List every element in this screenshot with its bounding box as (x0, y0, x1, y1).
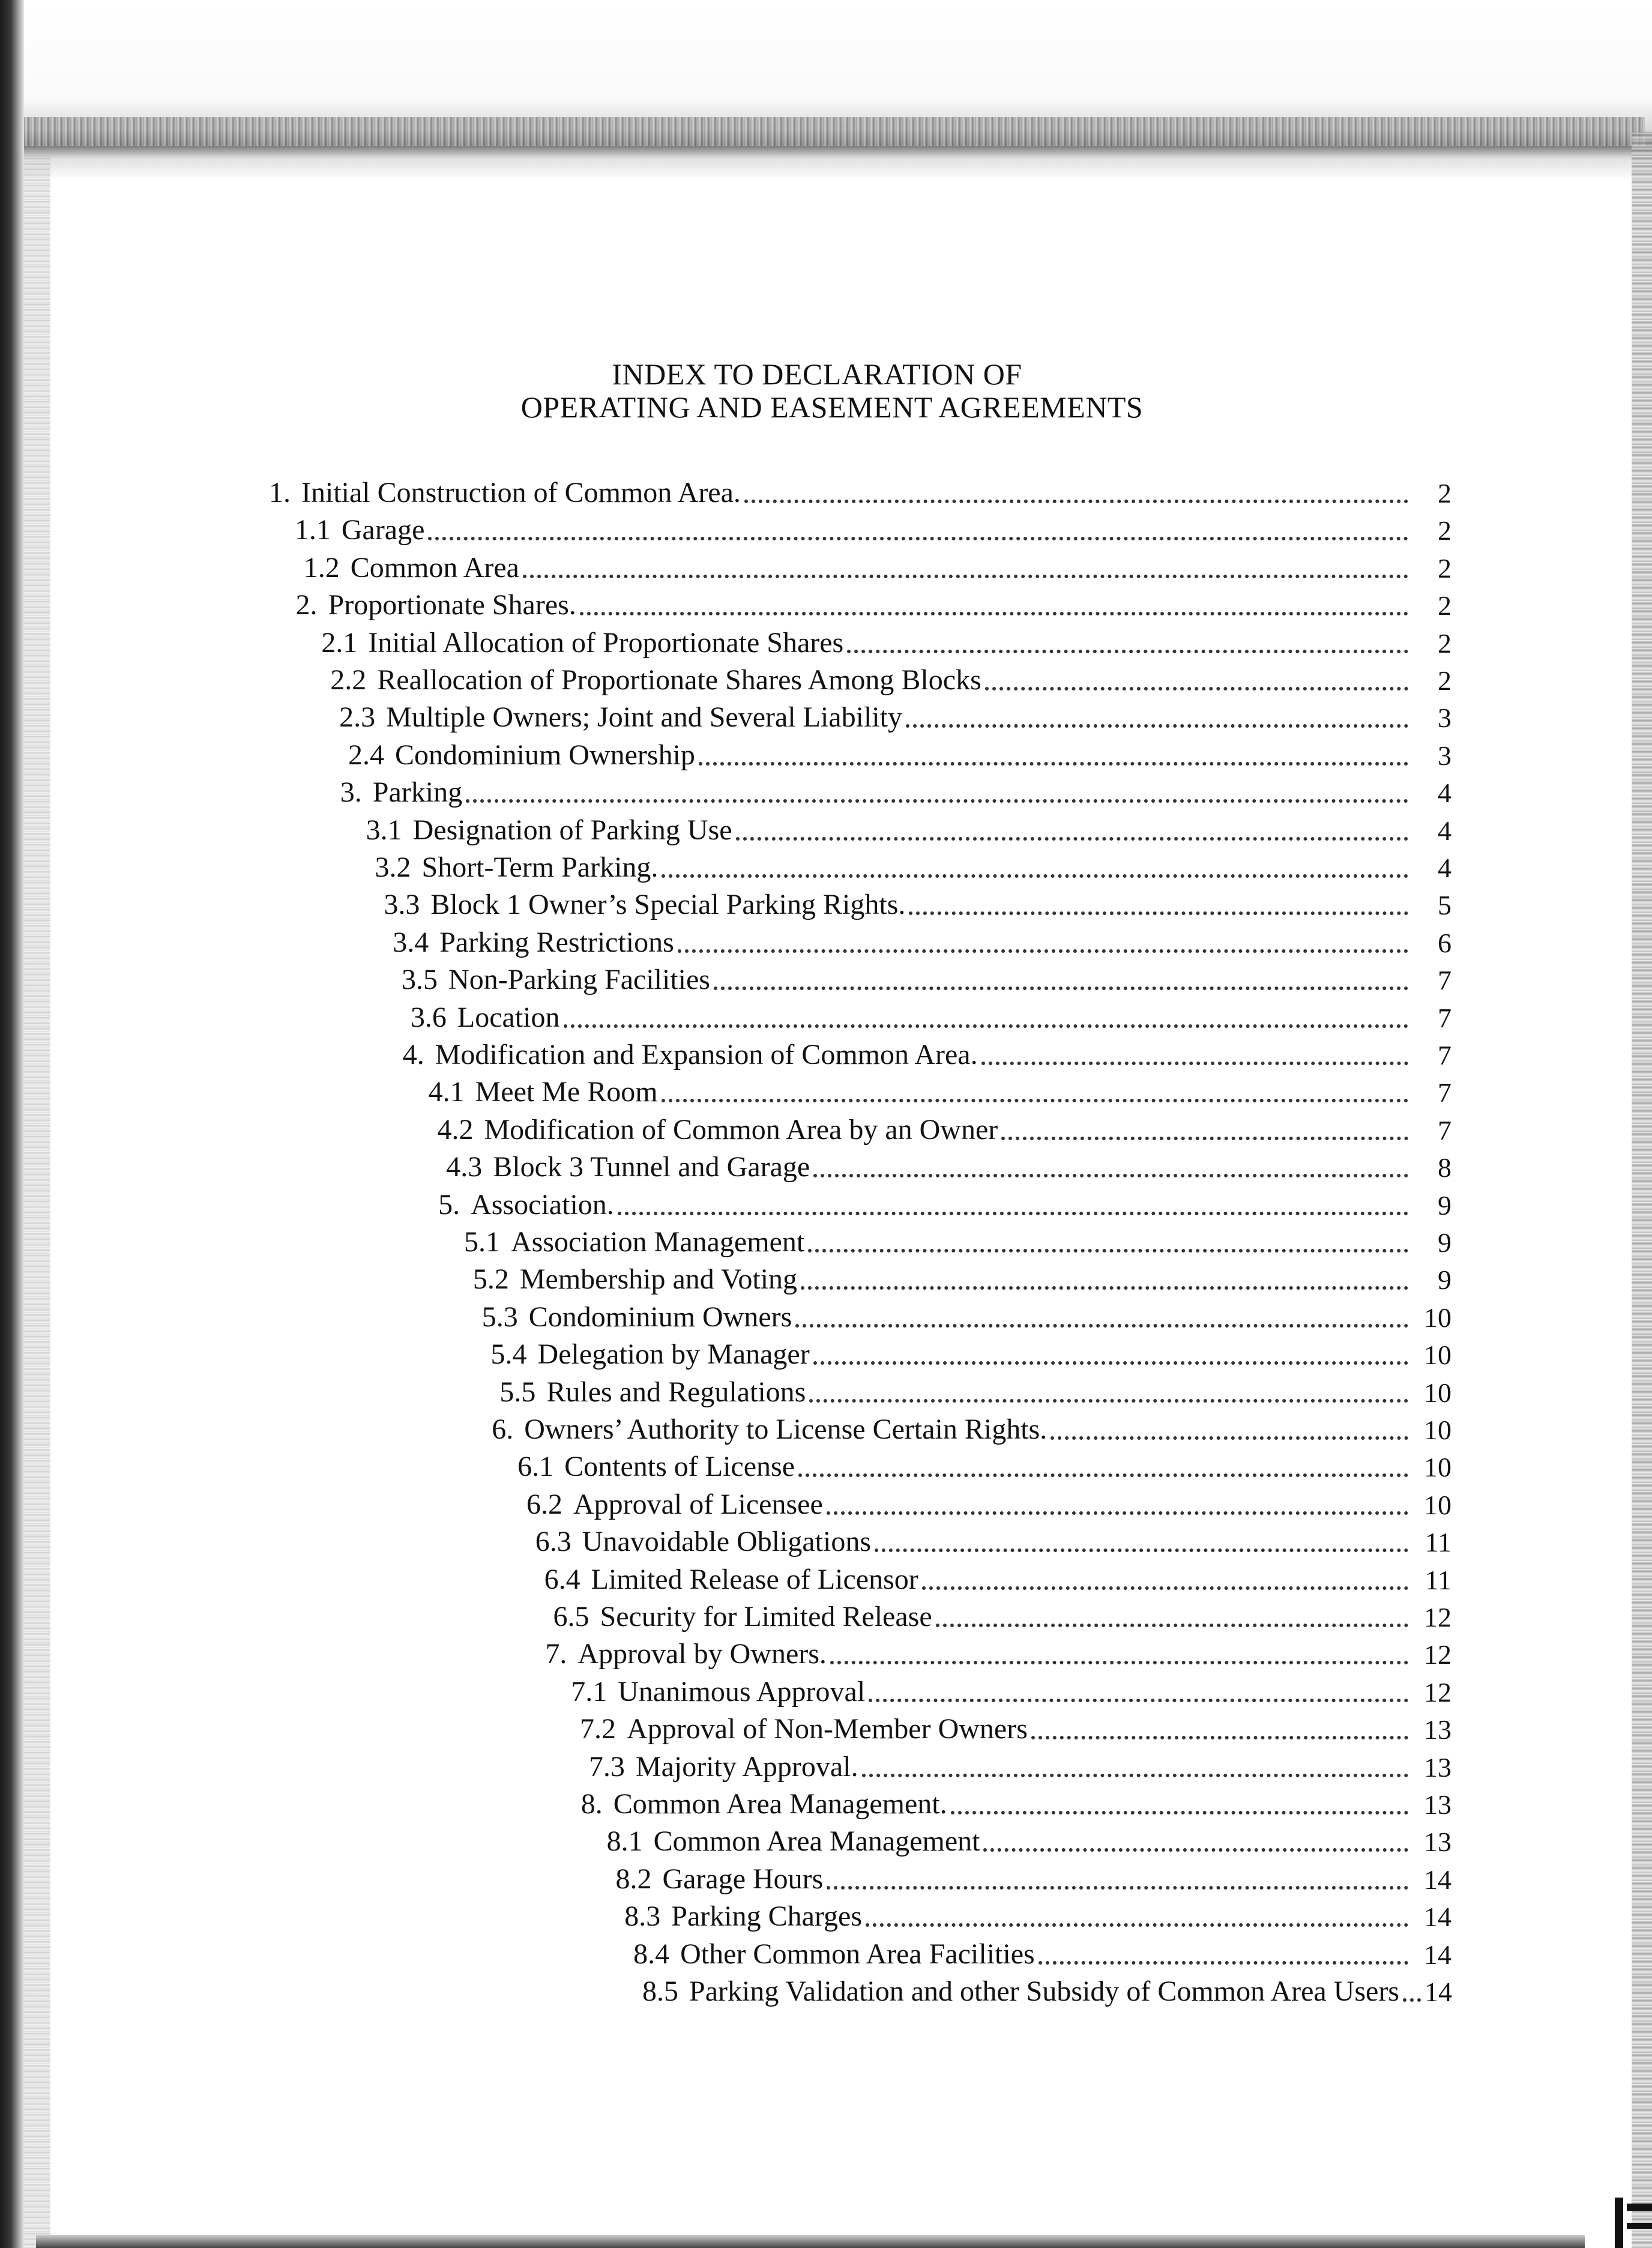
toc-label: Garage Hours (662, 1863, 824, 1895)
toc-label: Initial Construction of Common Area. (301, 477, 741, 509)
dot-leader (662, 1099, 1408, 1102)
toc-section-row (403, 1033, 1452, 1069)
dot-leader (801, 1286, 1408, 1290)
toc-number: 6.3 (535, 1526, 571, 1558)
toc-label: Owners’ Authority to License Certain Rights. (524, 1413, 1048, 1445)
toc-number: 5.2 (472, 1263, 509, 1296)
toc-page-number: 10 (1423, 1302, 1452, 1333)
dot-leader (909, 911, 1408, 915)
toc-label: Rules and Regulations (546, 1376, 806, 1408)
dot-leader (1031, 1736, 1408, 1739)
toc-number: 5.1 (464, 1226, 500, 1258)
toc-label: Association Management (511, 1226, 805, 1258)
toc-page-number: 2 (1438, 665, 1452, 696)
dot-leader (875, 1549, 1408, 1552)
dot-leader (744, 500, 1408, 503)
toc-subsection-row (321, 621, 1452, 657)
dot-leader (808, 1249, 1408, 1252)
toc-label: Security for Limited Release (600, 1601, 932, 1633)
dot-leader (798, 1473, 1408, 1477)
toc-page-number: 10 (1423, 1489, 1452, 1520)
toc-subsection-row (375, 846, 1452, 882)
toc-label: Limited Release of Licensor (591, 1563, 918, 1595)
dot-leader (1039, 1961, 1408, 1965)
toc-label: Modification of Common Area by an Owner (484, 1113, 998, 1146)
dot-leader (1051, 1436, 1408, 1440)
toc-label: Block 1 Owner’s Special Parking Rights. (430, 889, 906, 921)
toc-number: 8.1 (606, 1825, 643, 1858)
toc-number: 2.4 (348, 739, 384, 771)
dot-leader (736, 837, 1408, 841)
dot-leader (847, 650, 1408, 653)
toc-subsection-row (624, 1895, 1452, 1931)
toc-page-number: 7 (1437, 1114, 1452, 1146)
toc-label: Delegation by Manager (537, 1338, 810, 1371)
toc-subsection-row (580, 1708, 1452, 1744)
toc-subsection-row (535, 1520, 1452, 1556)
toc-number: 2.3 (339, 701, 376, 734)
toc-number: 6.4 (544, 1563, 580, 1595)
toc-page-number: 2 (1437, 627, 1452, 659)
toc-page-number: 4 (1437, 815, 1452, 846)
dot-leader (813, 1174, 1408, 1177)
toc-label: Association. (471, 1188, 614, 1221)
toc-page-number: 14 (1423, 1864, 1452, 1895)
toc-number: 3.1 (366, 814, 402, 846)
dot-leader (564, 1024, 1408, 1028)
dot-leader (662, 874, 1408, 878)
toc-label: Other Common Area Facilities (680, 1938, 1035, 1970)
toc-number: 8.4 (633, 1938, 670, 1970)
dot-leader (951, 1811, 1408, 1814)
toc-page-number: 3 (1437, 740, 1452, 771)
toc-number: 7.3 (588, 1750, 625, 1783)
toc-subsection-row (348, 734, 1452, 770)
toc-label: Majority Approval. (635, 1750, 858, 1783)
toc-number: 4. (402, 1039, 424, 1071)
toc-page-number: 2 (1437, 515, 1452, 546)
toc-page-number: 12 (1423, 1639, 1452, 1670)
toc-label: Condominium Ownership (394, 739, 695, 771)
toc-page-number: 10 (1423, 1452, 1452, 1483)
toc-page-number: 6 (1437, 927, 1452, 958)
dot-leader (936, 1624, 1408, 1627)
toc-section-row (438, 1183, 1452, 1219)
toc-number: 2. (295, 589, 318, 621)
toc-page-number: 14 (1423, 1902, 1452, 1933)
toc-number: 3. (340, 776, 362, 809)
toc-subsection-row (295, 509, 1452, 545)
toc-page-number: 13 (1423, 1714, 1452, 1745)
toc-page-number: 9 (1437, 1264, 1452, 1296)
toc-page-number: 8 (1437, 1152, 1452, 1183)
toc-subsection-row (553, 1595, 1452, 1631)
toc-page-number: 2 (1438, 478, 1452, 509)
dot-leader (862, 1774, 1408, 1777)
toc-number: 5.3 (481, 1301, 518, 1333)
toc-label: Unanimous Approval (618, 1675, 866, 1708)
dot-leader (1001, 1137, 1408, 1140)
toc-page-number: 7 (1437, 965, 1452, 996)
toc-label: Initial Allocation of Proportionate Shares (368, 626, 844, 659)
toc-label: Modification and Expansion of Common Area. (435, 1039, 978, 1071)
toc-number: 7.2 (580, 1713, 616, 1745)
toc-label: Approval of Licensee (573, 1488, 823, 1520)
dot-leader (580, 612, 1408, 615)
toc-number: 3.5 (402, 964, 438, 996)
toc-page-number: 10 (1423, 1377, 1452, 1408)
toc-label: Parking Restrictions (439, 926, 674, 958)
toc-section-row (545, 1633, 1452, 1669)
toc-number: 5. (438, 1188, 460, 1221)
toc-number: 8. (580, 1788, 603, 1820)
dot-leader (827, 1886, 1408, 1890)
toc-number: 8.2 (615, 1863, 652, 1895)
toc-number: 1.1 (294, 514, 331, 546)
toc-label: Parking Validation and other Subsidy of Common Area Users (689, 1975, 1399, 2007)
toc-label: Location (457, 1001, 560, 1033)
toc-subsection-row (473, 1258, 1452, 1294)
toc-label: Unavoidable Obligations (582, 1526, 872, 1558)
toc-number: 4.1 (428, 1076, 465, 1108)
toc-subsection-row (366, 809, 1452, 845)
toc-subsection-row (607, 1820, 1452, 1856)
dot-leader (714, 987, 1408, 990)
toc-page-number: 7 (1438, 1040, 1452, 1071)
toc-page-number: 10 (1424, 1415, 1452, 1445)
toc-subsection-row (499, 1371, 1452, 1407)
toc-number: 6. (492, 1413, 514, 1445)
toc-page-number: 9 (1437, 1189, 1452, 1221)
toc-number: 4.2 (437, 1113, 474, 1146)
toc-subsection-row (411, 996, 1452, 1032)
toc-page-number: 13 (1423, 1826, 1452, 1858)
toc-subsection-row (589, 1745, 1452, 1781)
toc-label: Condominium Owners (528, 1301, 792, 1333)
dot-leader (869, 1699, 1408, 1702)
dot-leader (795, 1324, 1408, 1328)
dot-leader (678, 949, 1408, 953)
toc-subsection-row (429, 1071, 1452, 1107)
toc-page-number: 2 (1437, 552, 1452, 584)
toc-subsection-row (437, 1108, 1452, 1144)
toc-number: 3.4 (393, 926, 429, 958)
toc-subsection-row (526, 1483, 1452, 1519)
toc-label: Parking Charges (671, 1900, 863, 1933)
toc-page-number: 10 (1423, 1340, 1452, 1371)
toc-page-number: 4 (1437, 778, 1452, 809)
toc-section-row (581, 1783, 1452, 1819)
toc-label: Membership and Voting (519, 1263, 798, 1296)
dot-leader (813, 1361, 1408, 1365)
dot-leader (618, 1212, 1408, 1215)
toc-subsection-row (491, 1333, 1452, 1369)
toc-page-number: 11 (1424, 1527, 1452, 1558)
toc-number: 6.2 (526, 1488, 562, 1520)
dot-leader (866, 1923, 1408, 1927)
toc-label: Non-Parking Facilities (448, 964, 710, 996)
toc-subsection-row (402, 958, 1452, 994)
toc-subsection-row (642, 1970, 1452, 2006)
toc-number: 1. (269, 477, 291, 509)
dot-leader (830, 1661, 1408, 1664)
toc-section-row (492, 1408, 1452, 1444)
toc-label: Common Area Management (653, 1825, 980, 1858)
toc-page-number: 5 (1437, 890, 1452, 921)
toc-subsection-row (464, 1221, 1452, 1257)
toc-subsection-row (330, 659, 1452, 695)
toc-subsection-row (517, 1445, 1452, 1481)
toc-page-number: 13 (1423, 1751, 1452, 1783)
toc-label: Approval by Owners. (577, 1638, 827, 1670)
toc-number: 6.1 (517, 1451, 554, 1483)
document-title-line2: OPERATING AND EASEMENT AGREEMENTS (520, 390, 1144, 424)
dot-leader (809, 1399, 1408, 1403)
dot-leader (428, 537, 1408, 540)
toc-subsection-row (633, 1933, 1452, 1969)
toc-label: Block 3 Tunnel and Garage (493, 1151, 810, 1183)
toc-page-number: 7 (1437, 1002, 1452, 1033)
toc-page-number: 12 (1424, 1602, 1452, 1633)
toc-page-number: 14 (1424, 1977, 1452, 2007)
dot-leader (827, 1511, 1408, 1515)
dot-leader (922, 1586, 1408, 1590)
toc-page-number: 14 (1423, 1939, 1452, 1970)
toc-subsection-row (544, 1558, 1452, 1594)
toc-number: 3.3 (384, 889, 420, 921)
toc-number: 8.3 (624, 1900, 661, 1933)
dot-leader (1403, 1998, 1421, 2002)
toc-number: 5.5 (499, 1376, 536, 1408)
document-title-line1: INDEX TO DECLARATION OF (612, 357, 1022, 391)
toc-section-row (296, 584, 1452, 620)
toc-subsection-row (482, 1296, 1452, 1332)
toc-page-number: 3 (1437, 702, 1452, 734)
toc-number: 4.3 (446, 1151, 483, 1183)
dot-leader (981, 1062, 1408, 1065)
toc-number: 3.6 (410, 1001, 447, 1033)
toc-label: Meet Me Room (475, 1076, 658, 1108)
dot-leader (466, 799, 1408, 803)
dot-leader (985, 687, 1408, 690)
toc-section-row (269, 471, 1452, 507)
toc-page-number: 12 (1423, 1676, 1452, 1708)
toc-label: Short-Term Parking. (421, 851, 659, 883)
dot-leader (699, 762, 1408, 766)
toc-number: 2.2 (330, 664, 367, 696)
toc-number: 2.1 (321, 626, 358, 659)
toc-page-number: 11 (1424, 1564, 1452, 1595)
toc-number: 7. (545, 1638, 567, 1670)
dot-leader (983, 1848, 1408, 1852)
toc-number: 6.5 (553, 1601, 589, 1633)
toc-page-number: 2 (1437, 590, 1452, 621)
toc-label: Designation of Parking Use (412, 814, 732, 846)
toc-label: Approval of Non-Member Owners (627, 1713, 1028, 1745)
toc-label: Garage (341, 514, 425, 546)
toc-subsection-row (615, 1858, 1452, 1894)
toc-label: Proportionate Shares. (328, 589, 576, 621)
toc-label: Multiple Owners; Joint and Several Liability (386, 701, 902, 734)
toc-number: 5.4 (490, 1338, 527, 1371)
toc-subsection-row (393, 921, 1452, 957)
toc-number: 3.2 (375, 851, 411, 883)
toc-number: 7.1 (571, 1675, 607, 1708)
toc-number: 8.5 (642, 1975, 678, 2007)
toc-label: Contents of License (564, 1451, 795, 1483)
toc-label: Parking (372, 776, 463, 809)
toc-label: Common Area Management. (613, 1788, 947, 1820)
dot-leader (523, 575, 1408, 578)
toc-page-number: 9 (1438, 1227, 1452, 1258)
toc-label: Reallocation of Proportionate Shares Among Blocks (377, 664, 981, 696)
toc-number: 1.2 (303, 551, 340, 584)
toc-subsection-row (339, 696, 1452, 732)
toc-page-number: 7 (1437, 1077, 1452, 1108)
dot-leader (906, 724, 1408, 728)
toc-page-number: 4 (1438, 853, 1452, 883)
toc-subsection-row (446, 1146, 1452, 1182)
toc-section-row (340, 771, 1452, 807)
toc-subsection-row (304, 546, 1452, 582)
toc-subsection-row (571, 1670, 1452, 1706)
toc-subsection-row (384, 883, 1452, 919)
toc-label: Common Area (350, 551, 519, 584)
toc-page-number: 13 (1424, 1789, 1452, 1820)
